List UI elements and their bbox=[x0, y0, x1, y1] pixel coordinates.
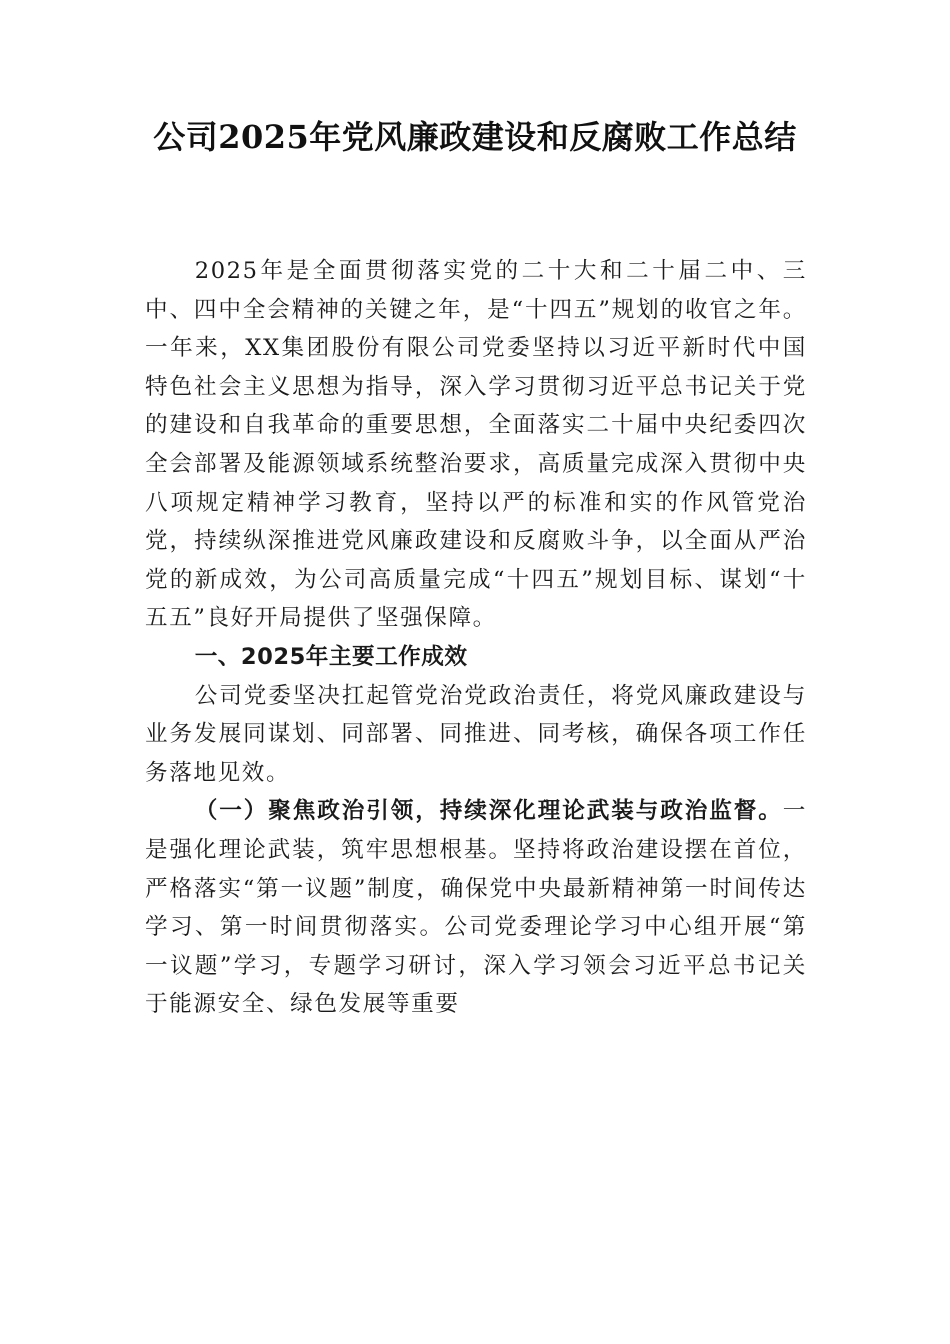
subsection-heading: （一）聚焦政治引领，持续深化理论武装与政治监督。 bbox=[194, 798, 783, 825]
subsection-text: 一是强化理论武装，筑牢思想根基。坚持将政治建设摆在首位，严格落实“第一议题”制度，确保党中央最新精神第一时间传达学习、第一时间贯彻落实。公司党委理论学习中心组开展“第一议题”学习，专题学习研讨，深入学习领会习近平总书记关于能源安全、绿色发展等重要 bbox=[145, 798, 807, 1018]
section-paragraph: 公司党委坚决扛起管党治党政治责任，将党风廉政建设与业务发展同谋划、同部署、同推进、同考核，确保各项工作任务落地见效。 bbox=[145, 682, 807, 786]
section-heading: 一、2025年主要工作成效 bbox=[194, 643, 468, 670]
subsection-paragraph bbox=[145, 792, 807, 1024]
document-body bbox=[145, 252, 807, 1024]
document-title: 公司2025年党风廉政建设和反腐败工作总结 bbox=[153, 118, 797, 156]
intro-paragraph: 2025年是全面贯彻落实党的二十大和二十届二中、三中、四中全会精神的关键之年，是“十四五”规划的收官之年。一年来，XX集团股份有限公司党委坚持以习近平新时代中国特色社会主义思想为指导，深入学习贯彻习近平总书记关于党的建设和自我革命的重要思想，全面落实二十届中央纪委四次全会部署及能源领域系统整治要求，高质量完成深入贯彻中央八项规定精神学习教育，坚持以严的标准和实的作风管党治党，持续纵深推进党风廉政建设和反腐败斗争，以全面从严治党的新成效，为公司高质量完成“十四五”规划目标、谋划“十五五”良好开局提供了坚强保障。 bbox=[145, 258, 807, 632]
